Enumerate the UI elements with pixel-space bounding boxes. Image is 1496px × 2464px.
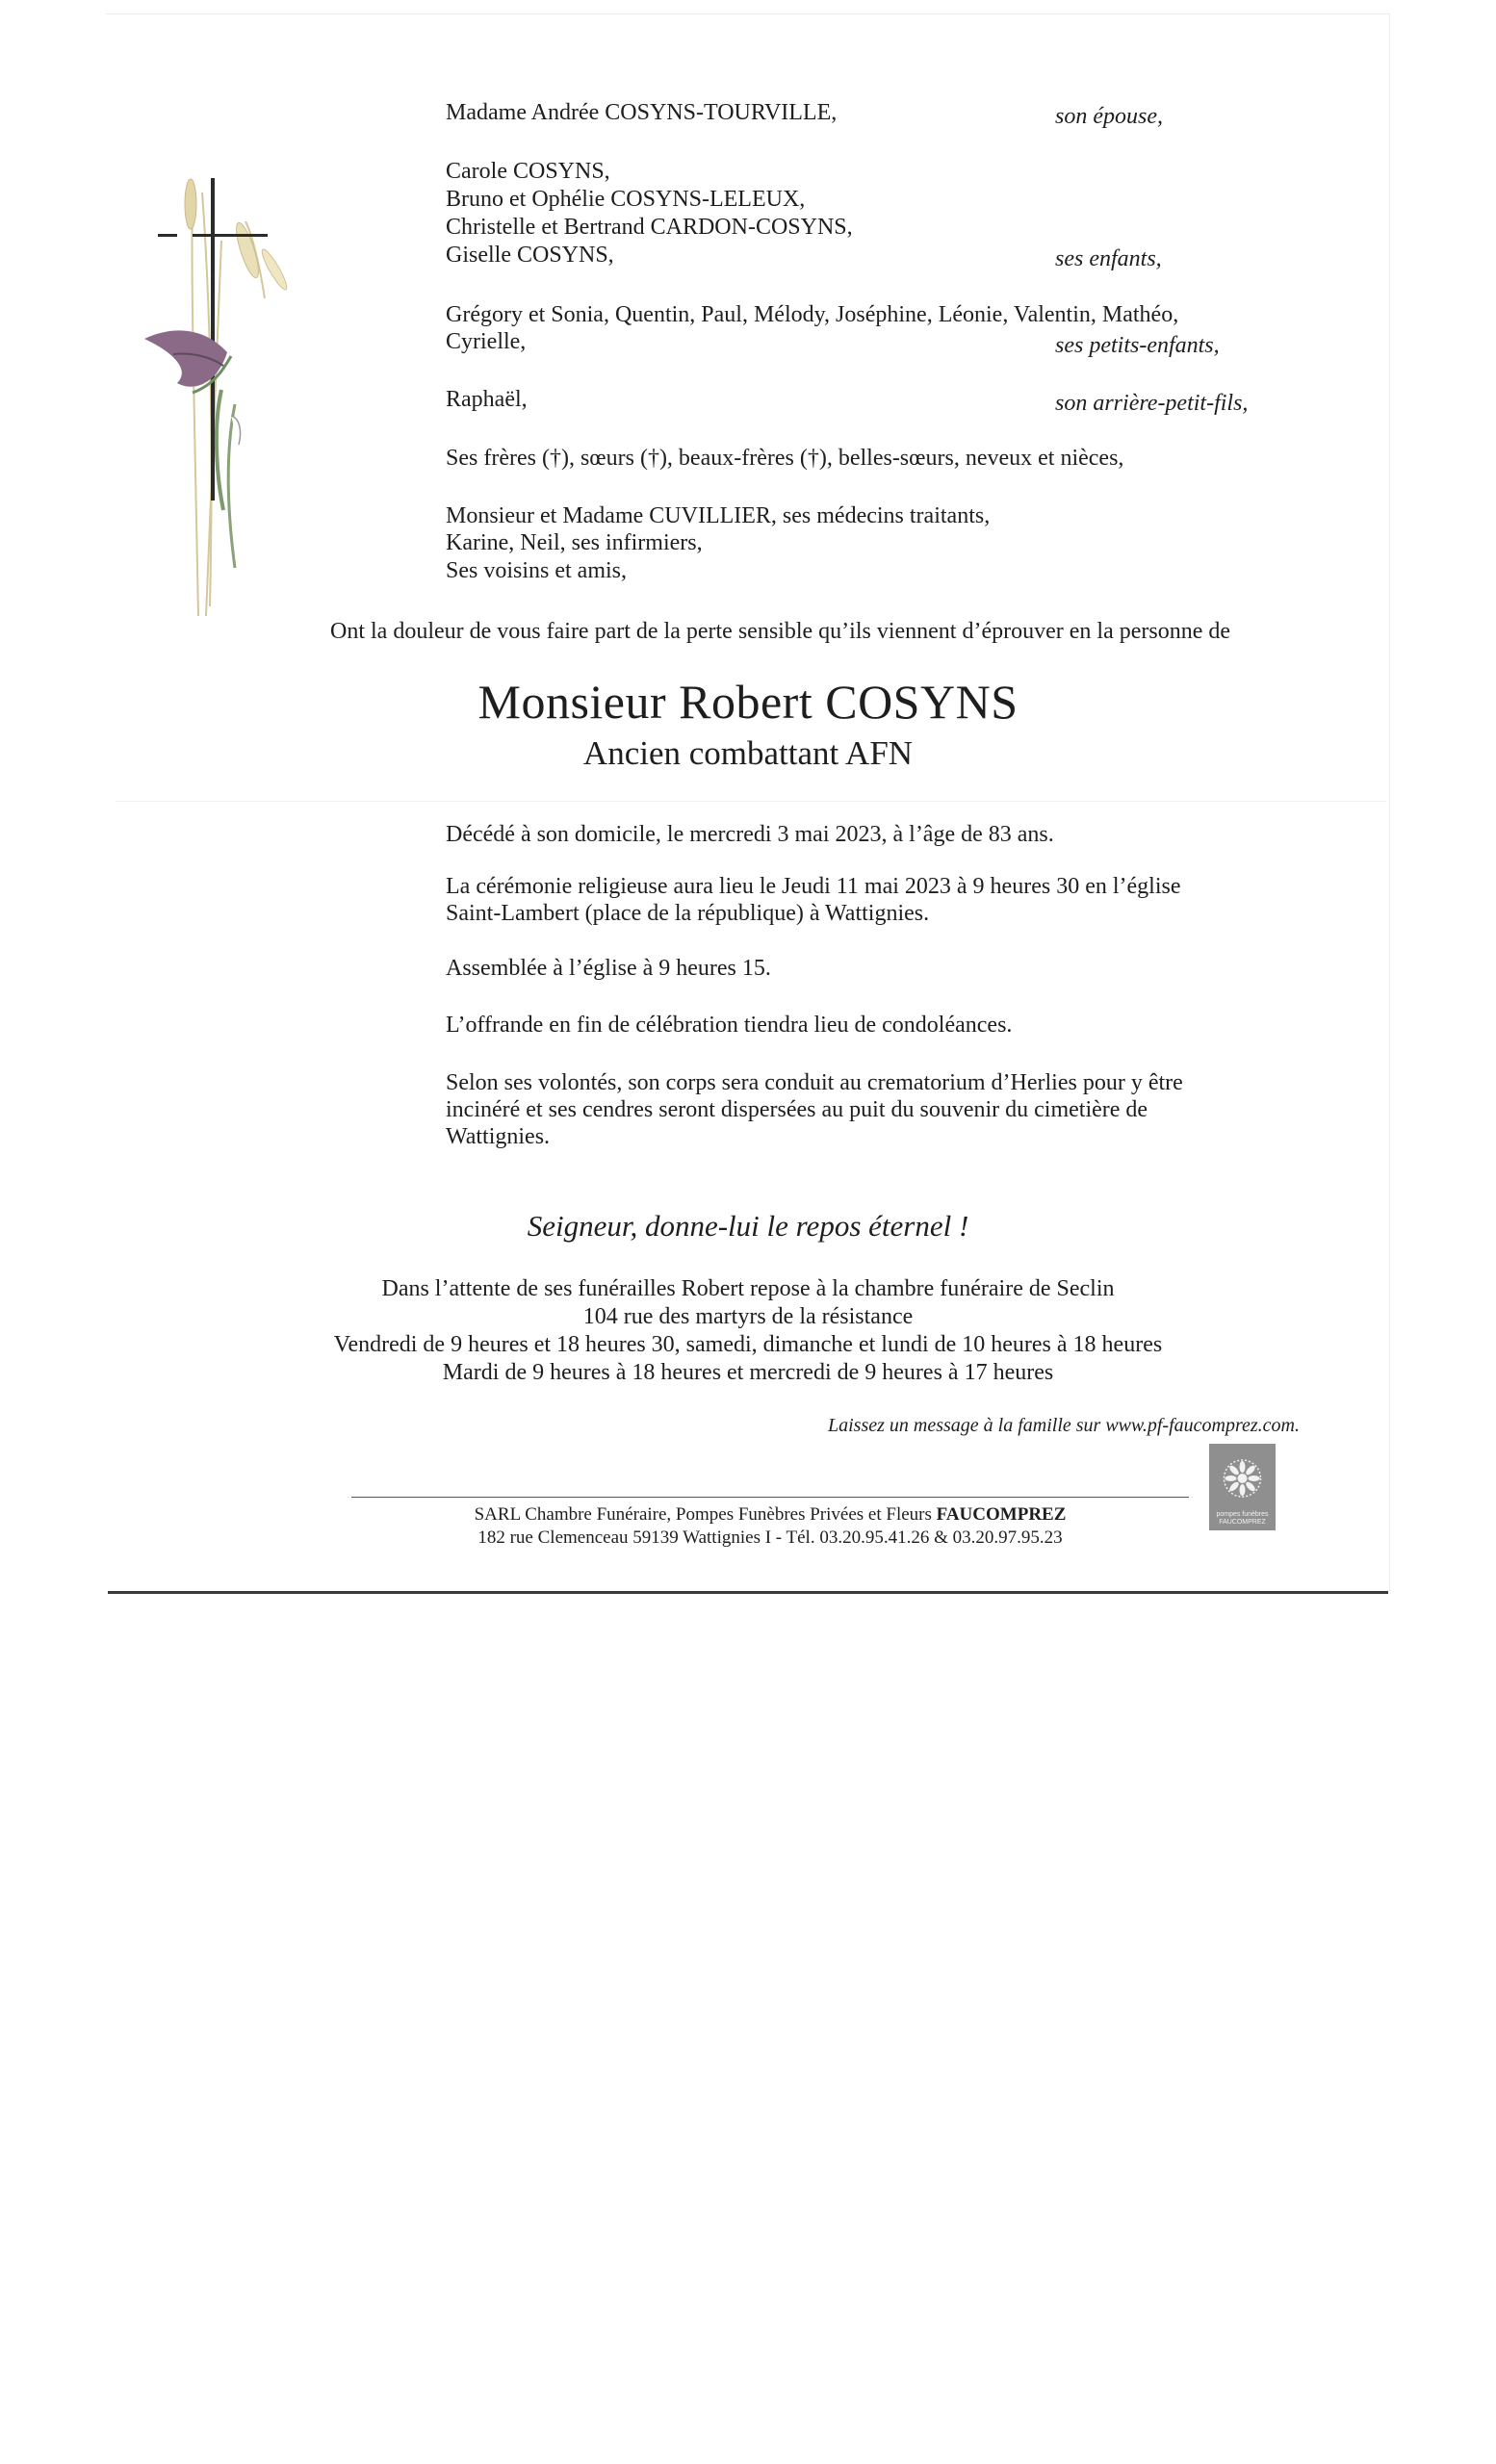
wheat-stalks <box>185 179 290 616</box>
visitation-line: Mardi de 9 heures à 18 heures et mercredi de 9 heures à 17 heures <box>442 1360 1054 1385</box>
company-logo <box>1209 1444 1276 1530</box>
wishes-line: incinéré et ses cendres seront dispersées au puit du souvenir du cimetière de <box>446 1097 1148 1122</box>
others-line: Karine, Neil, ses infirmiers, <box>446 530 703 555</box>
wishes-line: Wattignies. <box>446 1124 551 1149</box>
child-name: Christelle et Bertrand CARDON-COSYNS, <box>446 215 853 240</box>
others-line: Ses voisins et amis, <box>446 558 628 583</box>
deceased-name: Monsieur Robert COSYNS <box>477 675 1019 729</box>
grandchildren-line: Grégory et Sonia, Quentin, Paul, Mélody, Joséphine, Léonie, Valentin, Mathéo, <box>446 302 1179 327</box>
others-line: Monsieur et Madame CUVILLIER, ses médecins traitants, <box>446 503 991 528</box>
flower-logo-icon <box>1209 1450 1276 1507</box>
visitation-line: Dans l’attente de ses funérailles Robert repose à la chambre funéraire de Seclin <box>381 1276 1115 1301</box>
great-grandchild-role: son arrière-petit-fils, <box>1055 391 1249 416</box>
spouse-role: son épouse, <box>1055 104 1163 129</box>
offering-notice: L’offrande en fin de célébration tiendra lieu de condoléances. <box>446 1013 1013 1038</box>
cross-lily-decoration <box>135 164 308 626</box>
wishes-line: Selon ses volontés, son corps sera conduit au crematorium d’Herlies pour y être <box>446 1070 1183 1095</box>
online-message: Laissez un message à la famille sur www.pf-faucomprez.com. <box>828 1415 1300 1436</box>
announcement: Ont la douleur de vous faire part de la perte sensible qu’ils viennent d’éprouver en la personne de <box>330 619 1231 644</box>
logo-caption: FAUCOMPREZ <box>1219 1519 1266 1526</box>
ceremony-line: La cérémonie religieuse aura lieu le Jeudi 11 mai 2023 à 9 heures 30 en l’église <box>446 874 1181 899</box>
prayer: Seigneur, donne-lui le repos éternel ! <box>527 1209 969 1243</box>
logo-caption: pompes funèbres <box>1216 1511 1269 1518</box>
sheet-bottom-edge <box>108 1591 1388 1594</box>
footer-divider <box>351 1497 1189 1498</box>
sheet-edge <box>106 13 1390 14</box>
child-name: Carole COSYNS, <box>446 159 610 184</box>
visitation-line: 104 rue des martyrs de la résistance <box>582 1304 914 1329</box>
footer-company-name: FAUCOMPREZ <box>936 1504 1067 1525</box>
death-notice: Décédé à son domicile, le mercredi 3 mai 2023, à l’âge de 83 ans. <box>446 822 1054 847</box>
footer-company-prefix: SARL Chambre Funéraire, Pompes Funèbres Privées et Fleurs <box>474 1504 937 1525</box>
scan-artifact-line <box>116 801 1386 802</box>
grandchildren-role: ses petits-enfants, <box>1055 333 1220 358</box>
footer-company <box>351 1503 1189 1526</box>
footer-address: 182 rue Clemenceau 59139 Wattignies I - Tél. 03.20.95.41.26 & 03.20.97.95.23 <box>477 1527 1063 1548</box>
great-grandchild-name: Raphaël, <box>446 387 528 412</box>
visitation-line: Vendredi de 9 heures et 18 heures 30, samedi, dimanche et lundi de 10 heures à 18 heures <box>333 1332 1163 1357</box>
ceremony-line: Saint-Lambert (place de la république) à Wattignies. <box>446 901 930 926</box>
spouse-name: Madame Andrée COSYNS-TOURVILLE, <box>446 100 838 125</box>
deceased-subtitle: Ancien combattant AFN <box>582 734 914 772</box>
child-name: Bruno et Ophélie COSYNS-LELEUX, <box>446 187 806 212</box>
grandchildren-line: Cyrielle, <box>446 329 527 354</box>
lily-icon <box>144 330 241 568</box>
siblings-line: Ses frères (†), sœurs (†), beaux-frères (†), belles-sœurs, neveux et nièces, <box>446 446 1124 471</box>
assembly-notice: Assemblée à l’église à 9 heures 15. <box>446 956 771 981</box>
child-name: Giselle COSYNS, <box>446 243 614 268</box>
children-role: ses enfants, <box>1055 246 1162 271</box>
